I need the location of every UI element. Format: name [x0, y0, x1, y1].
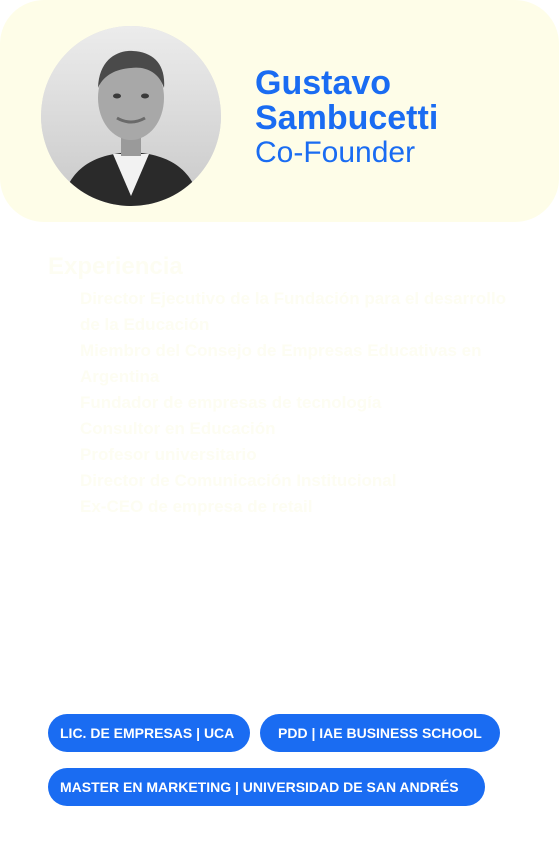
experience-item: Director Ejecutivo de la Fundación para el desarrollo de la Educación	[80, 289, 507, 334]
profile-header	[0, 0, 559, 222]
experience-item: Consultor en Educación	[80, 419, 276, 438]
education-tag-san-andres: MASTER EN MARKETING | UNIVERSIDAD DE SAN ANDRÉS	[48, 768, 485, 806]
profile-name: Gustavo Sambucetti	[255, 64, 439, 137]
experience-item: Ex-CEO de empresa de retail	[80, 497, 313, 516]
experience-item: Miembro del Consejo de Empresas Educativas en Argentina	[80, 341, 482, 386]
education-tag-uca: LIC. DE EMPRESAS | UCA	[48, 714, 250, 752]
profile-role: Co-Founder	[255, 136, 416, 169]
experience-item: Fundador de empresas de tecnología	[80, 393, 382, 412]
avatar	[41, 26, 221, 206]
education-tag-iae: PDD | IAE BUSINESS SCHOOL	[260, 714, 500, 752]
experience-title: Experiencia	[48, 253, 183, 280]
experience-item: Director de Comunicación Institucional	[80, 471, 397, 490]
experience-list	[48, 286, 518, 520]
experience-section	[48, 252, 518, 520]
experience-item: Profesor universitario	[80, 445, 257, 464]
